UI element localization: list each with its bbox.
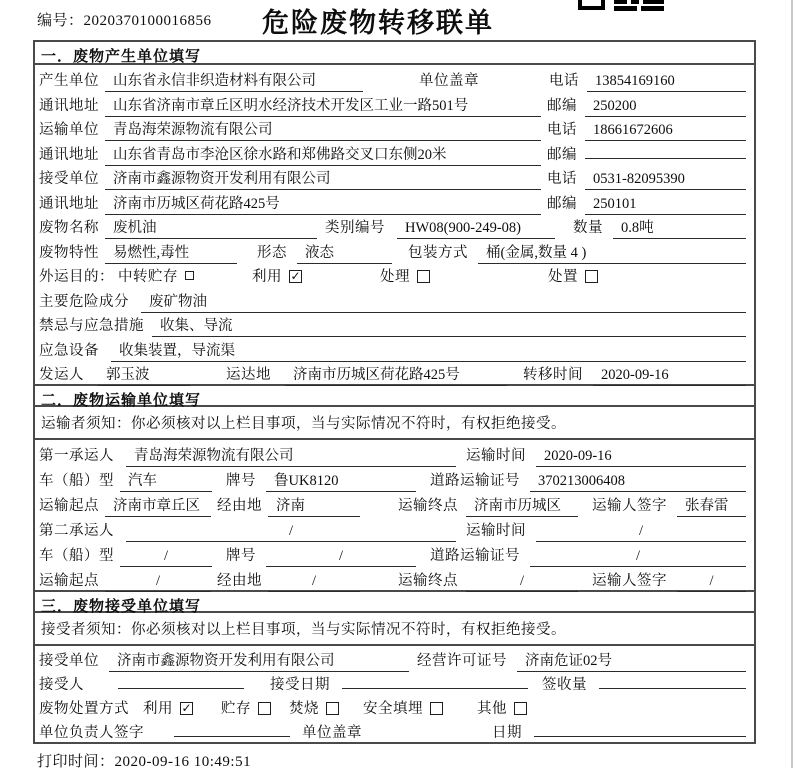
transporter-postcode-value [585,143,746,159]
first-signature-label: 运输人签字 [592,497,667,514]
received-quantity-value [599,673,746,689]
checkbox-transfer-storage-unchecked-icon [185,271,194,280]
transporter-address-label: 通讯地址 [39,146,99,163]
emergency-equipment-value: 收集装置，导流渠 [111,339,746,362]
form-row [35,694,754,718]
checkbox-disposal-incinerate [289,697,339,718]
outbound-purpose-label: 外运目的： [39,269,114,285]
form-row [35,212,754,237]
checkbox-disposal-other-unchecked-icon [514,702,527,715]
page-edge-divider [791,0,793,768]
waste-packaging-label: 包装方式 [408,244,468,261]
first-signature-value: 张春雷 [677,494,746,517]
destination-value: 济南市历城区荷花路425号 [285,363,507,386]
checkbox-disposal-utilize-checked-icon: ✓ [181,700,192,715]
qr-code-fragment-icon [578,0,666,11]
checkbox-disposal-other-label: 其他 [477,700,507,717]
producer-address-value: 山东省济南市章丘区明水经济技术开发区工业一路501号 [105,94,541,117]
form-row [35,114,754,139]
transporter-unit-value: 青岛海荣源物流有限公司 [105,118,541,141]
first-origin-value: 济南市章丘区 [105,494,211,517]
transporter-address-value: 山东省青岛市李沧区徐水路和郑佛路交叉口东侧20米 [105,143,541,166]
checkbox-disposal-storage [221,697,271,718]
serial-number: 编号：2020370100016856 [37,13,212,29]
license-value: 济南危证02号 [517,649,746,672]
checkbox-disposal-utilize [143,697,193,718]
accept-person-value [118,673,244,689]
waste-packaging-value: 桶(金属,数量 4 ) [478,241,746,264]
accept-date-label: 接受日期 [270,676,330,693]
accept-unit-value: 济南市鑫源物资开发利用有限公司 [109,649,409,672]
producer-address-label: 通讯地址 [39,97,99,114]
section-receiver-header: 三．废物接受单位填写 [35,590,754,613]
first-transport-date-value: 2020-09-16 [536,448,746,467]
form-row [35,286,754,311]
checkbox-disposal-incinerate-label: 焚烧 [289,700,319,717]
transfer-date-value: 2020-09-16 [593,367,746,386]
accept-unit-label: 接受单位 [39,652,99,669]
license-label: 经营许可证号 [417,652,507,669]
receiver-address-value: 济南市历城区荷花路425号 [105,192,541,215]
responsible-signature-label: 单位负责人签字 [39,724,144,741]
received-quantity-label: 签收量 [542,676,587,693]
emergency-equipment-label: 应急设备 [39,342,99,359]
section-transport [35,384,754,590]
producer-seal-label: 单位盖章 [419,73,479,89]
section-producer-header: 一．废物产生单位填写 [35,42,754,65]
checkbox-utilize-checked-icon: ✓ [290,269,301,283]
form-row [35,540,754,565]
page-title: 危险废物转移联单 [262,8,494,38]
section-receiver-note: 接受者须知：你必须核对以上栏目事项，当与实际情况不符时，有权拒绝接受。 [35,613,754,646]
date-label: 日期 [492,724,522,741]
transporter-postcode-label: 邮编 [547,146,577,163]
print-time: 打印时间：2020-09-16 10:49:51 [37,754,252,770]
second-plate-label: 牌号 [226,547,256,564]
second-origin-value: / [105,573,211,592]
first-plate-label: 牌号 [226,472,256,489]
first-endpoint-value: 济南市历城区 [466,494,578,517]
form-row [35,163,754,188]
main-hazard-value: 废矿物油 [141,290,746,313]
form-row [35,237,754,262]
first-carrier-value: 青岛海荣源物流有限公司 [126,444,456,467]
consignor-label: 发运人 [39,367,84,383]
second-transport-date-value: / [536,523,746,542]
form-row [35,465,754,490]
checkbox-utilize [252,265,302,286]
transfer-date-label: 转移时间 [523,367,583,383]
first-endpoint-label: 运输终点 [398,497,458,514]
receiver-unit-label: 接受单位 [39,171,99,187]
second-vehicle-type-value: / [120,548,212,567]
first-road-permit-value: 370213006408 [530,473,746,492]
transporter-phone-value: 18661672606 [585,122,746,141]
checkbox-dispose-unchecked-icon [585,270,598,283]
producer-postcode-value: 250200 [585,98,746,117]
consignor-value: 郭玉波 [98,363,190,386]
form-row [35,646,754,670]
checkbox-disposal-incinerate-unchecked-icon [326,702,339,715]
waste-form-label: 形态 [257,244,287,261]
disposal-method-label: 废物处置方式 [39,700,129,717]
checkbox-dispose-label: 处置 [548,269,578,285]
checkbox-disposal-landfill-label: 安全填埋 [363,700,423,717]
form-row [35,335,754,360]
checkbox-treat-label: 处理 [380,269,410,285]
second-signature-value: / [677,573,746,592]
second-endpoint-label: 运输终点 [398,572,458,589]
producer-unit-value: 山东省永信非织造材料有限公司 [105,69,363,92]
form-row [35,490,754,515]
checkbox-treat-unchecked-icon [417,270,430,283]
accept-date-value [342,673,528,689]
checkbox-disposal-storage-unchecked-icon [258,702,271,715]
producer-postcode-label: 邮编 [547,97,577,114]
second-via-label: 经由地 [217,572,262,589]
producer-phone-label: 电话 [549,73,579,89]
checkbox-disposal-landfill-unchecked-icon [430,702,443,715]
destination-label: 运达地 [226,367,271,383]
form-row [35,65,754,90]
form-row [35,515,754,540]
section-transport-header: 二．废物运输单位填写 [35,384,754,407]
second-via-value: / [268,573,360,592]
waste-name-value: 废机油 [105,216,317,239]
form-row [35,440,754,465]
waste-name-label: 废物名称 [39,220,99,236]
form-row [35,718,754,742]
receiver-phone-value: 0531-82095390 [585,171,746,190]
waste-form-value: 液态 [297,241,392,264]
checkbox-treat [380,265,430,286]
second-endpoint-value: / [466,573,578,592]
checkbox-disposal-utilize-label: 利用 [143,700,173,717]
second-signature-label: 运输人签字 [592,572,667,589]
second-road-permit-value: / [530,548,746,567]
second-carrier-value: / [126,523,456,542]
waste-characteristics-value: 易燃性,毒性 [105,241,237,264]
receiver-address-label: 通讯地址 [39,195,99,212]
receiver-postcode-value: 250101 [585,196,746,215]
second-road-permit-label: 道路运输证号 [430,547,520,564]
section-transport-note: 运输者须知：你必须核对以上栏目事项，当与实际情况不符时，有权拒绝接受。 [35,407,754,440]
first-origin-label: 运输起点 [39,497,99,514]
section-receiver [35,590,754,742]
emergency-measures-value: 收集、导流 [152,314,746,337]
date-value [534,721,746,737]
first-plate-value: 鲁UK8120 [266,469,416,492]
section-producer [35,42,754,384]
checkbox-utilize-label: 利用 [252,269,282,285]
first-road-permit-label: 道路运输证号 [430,472,520,489]
waste-characteristics-label: 废物特性 [39,244,99,261]
first-carrier-label: 第一承运人 [39,447,114,464]
receiver-unit-value: 济南市鑫源物资开发利用有限公司 [105,167,541,190]
first-vehicle-type-label: 车（船）型 [39,472,114,489]
form-row [35,359,754,384]
main-hazard-label: 主要危险成分 [39,293,129,310]
producer-phone-value: 13854169160 [587,73,746,92]
first-via-label: 经由地 [217,497,262,514]
second-origin-label: 运输起点 [39,572,99,589]
form-row [35,188,754,213]
checkbox-disposal-other [477,697,527,718]
emergency-measures-label: 禁忌与应急措施 [39,318,144,334]
checkbox-transfer-storage-label: 中转贮存 [118,269,178,285]
receiver-seal-label: 单位盖章 [302,724,362,741]
second-plate-value: / [266,548,416,567]
form-row [35,670,754,694]
manifest-form-table [33,40,756,744]
receiver-phone-label: 电话 [547,171,577,187]
transporter-phone-label: 电话 [547,122,577,138]
waste-category-value: HW08(900-249-08) [397,220,555,239]
first-via-value: 济南 [268,494,360,517]
waste-quantity-value: 0.8吨 [613,216,746,239]
waste-category-label: 类别编号 [325,220,385,236]
receiver-postcode-label: 邮编 [547,195,577,212]
checkbox-disposal-landfill [363,697,443,718]
form-row [35,565,754,590]
form-row [35,90,754,115]
waste-quantity-label: 数量 [573,220,603,236]
second-carrier-label: 第二承运人 [39,522,114,539]
form-row [35,139,754,164]
transporter-unit-label: 运输单位 [39,122,99,138]
first-transport-date-label: 运输时间 [466,447,526,464]
accept-person-label: 接受人 [39,676,84,693]
producer-unit-label: 产生单位 [39,73,99,89]
checkbox-transfer-storage [118,265,194,286]
checkbox-disposal-storage-label: 贮存 [221,700,251,717]
first-vehicle-type-value: 汽车 [120,469,212,492]
second-vehicle-type-label: 车（船）型 [39,547,114,564]
responsible-signature-value [174,721,290,737]
page-header [0,0,796,40]
second-transport-date-label: 运输时间 [466,522,526,539]
checkbox-dispose [548,265,598,286]
form-row [35,261,754,286]
form-row [35,310,754,335]
